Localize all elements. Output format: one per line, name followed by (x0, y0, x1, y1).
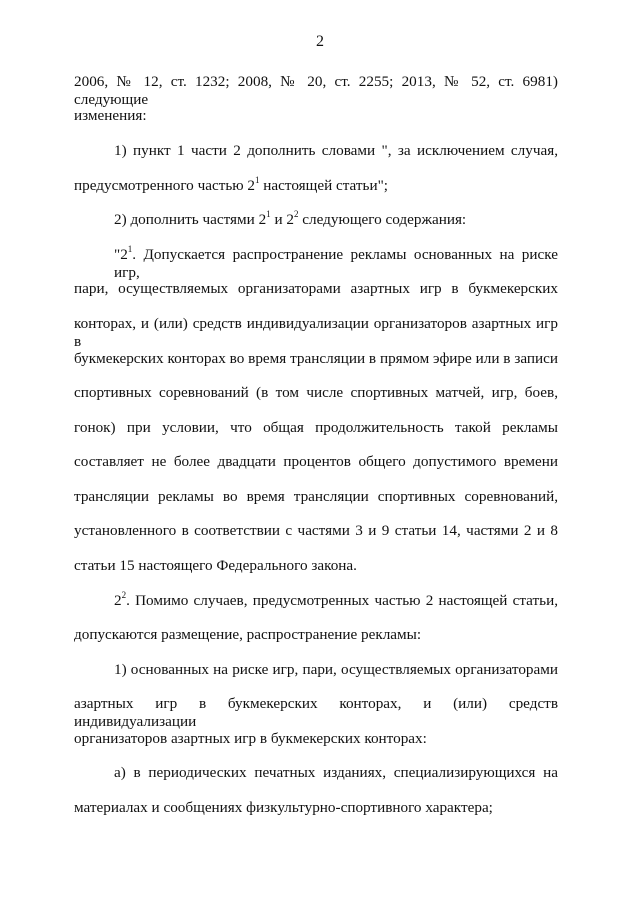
text-line: 2) дополнить частями $2^1$ и $2^2$ следующего содержания: (114, 208, 467, 228)
text-line: $2^2$. Помимо случаев, предусмотренных частью 2 настоящей статьи, (114, 589, 558, 609)
text-line: трансляции рекламы во время трансляции спортивных соревнований, (74, 488, 558, 505)
text-line: установленного в соответствии с частями 3 и 9 статьи 14, частями 2 и 8 (74, 522, 558, 539)
text-line: предусмотренного частью $2^1$ настоящей статьи"; (74, 174, 389, 194)
superscript: 1 (266, 208, 271, 219)
text-line: 1) основанных на риске игр, пари, осуществляемых организаторами (114, 661, 558, 678)
superscript: 2 (294, 208, 299, 219)
text-line: статьи 15 настоящего Федерального закона. (74, 557, 357, 574)
text-line: конторах, и (или) средств индивидуализации организаторов азартных игр в (74, 315, 558, 350)
text-line: 1) пункт 1 части 2 дополнить словами ", за исключением случая, (114, 142, 558, 159)
text-line: а) в периодических печатных изданиях, специализирующихся на (114, 764, 558, 781)
text-line: букмекерских конторах во время трансляции в прямом эфире или в записи (74, 350, 558, 367)
text-line: азартных игр в букмекерских конторах, и (или) средств индивидуализации (74, 695, 558, 730)
text-line: гонок) при условии, что общая продолжительность такой рекламы (74, 419, 558, 436)
text-line: "$2^1$. Допускается распространение рекламы основанных на риске игр, (114, 243, 558, 281)
text-line: составляет не более двадцати процентов общего допустимого времени (74, 453, 558, 470)
superscript: 2 (121, 589, 127, 600)
text-line: спортивных соревнований (в том числе спортивных матчей, игр, боев, (74, 384, 558, 401)
superscript: 1 (255, 174, 260, 185)
text-line: пари, осуществляемых организаторами азартных игр в букмекерских (74, 280, 558, 297)
text-line: изменения: (74, 107, 147, 124)
page-number: 2 (316, 33, 324, 50)
text-line: допускаются размещение, распространение рекламы: (74, 626, 422, 643)
superscript: 1 (127, 243, 133, 254)
text-line: организаторов азартных игр в букмекерских конторах: (74, 730, 427, 747)
text-line: 2006, № 12, ст. 1232; 2008, № 20, ст. 2255; 2013, № 52, ст. 6981) следующие (74, 73, 558, 108)
text-line: материалах и сообщениях физкультурно-спортивного характера; (74, 799, 493, 816)
